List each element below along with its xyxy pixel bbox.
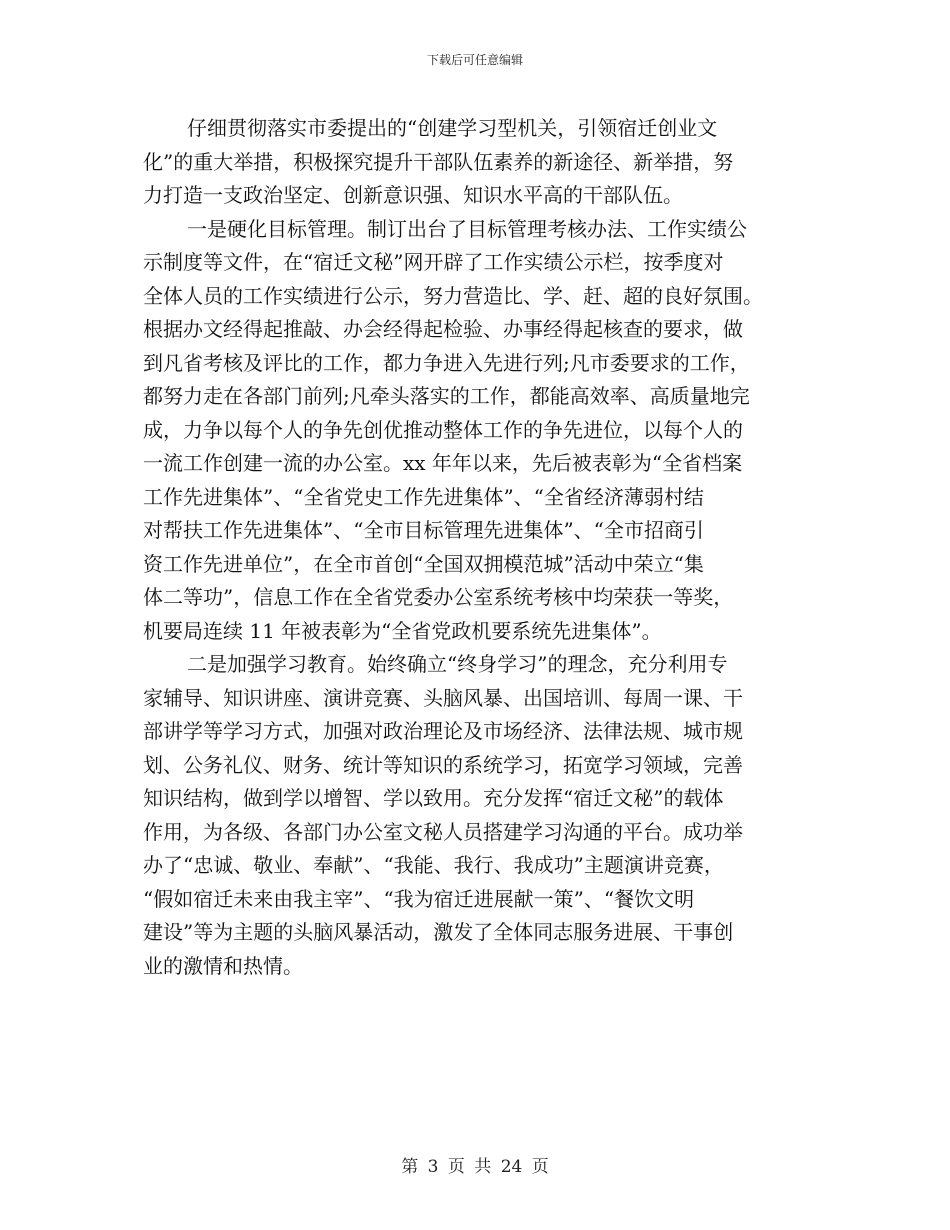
- paragraph-2-line-12: 体二等功”，信息工作在全省党委办公室系统考核中均荣获一等奖，: [143, 585, 734, 609]
- paragraph-2-line-11: 资工作先进单位”，在全市首创“全国双拥模范城”活动中荣立“集: [143, 551, 704, 576]
- paragraph-1-line-2: 化”的重大举措，积极探究提升干部队伍素养的新途径、新举措，努: [143, 149, 734, 174]
- paragraph-3-line-1: 二是加强学习教育。始终确立“终身学习”的理念，充分利用专: [187, 652, 728, 676]
- paragraph-3-line-2: 家辅导、知识讲座、演讲竞赛、头脑风暴、出国培训、每周一课、干: [143, 685, 743, 710]
- paragraph-1-line-1: 仔细贯彻落实市委提出的“创建学习型机关，引领宿迁创业文: [187, 116, 718, 140]
- paragraph-3-line-6: 作用，为各级、各部门办公室文秘人员搭建学习沟通的平台。成功举: [143, 819, 743, 844]
- paragraph-3-line-7: 办了“忠诚、敬业、奉献”、“我能、我行、我成功”主题演讲竞赛，: [143, 853, 724, 877]
- page-number-footer: 第 3 页 共 24 页: [401, 1157, 549, 1177]
- paragraph-3-line-10: 业的激情和热情。: [143, 953, 303, 978]
- paragraph-2-line-13: 机要局连续 11 年被表彰为“全省党政机要系统先进集体”。: [143, 618, 662, 643]
- paragraph-2-line-9: 工作先进集体”、“全省党史工作先进集体”、“全省经济薄弱村结: [143, 484, 704, 509]
- paragraph-3-line-8: “假如宿迁未来由我主宰”、“我为宿迁进展献一策”、“餐饮文明: [143, 886, 695, 911]
- paragraph-3-line-4: 划、公务礼仪、财务、统计等知识的系统学习，拓宽学习领域，完善: [143, 752, 743, 777]
- paragraph-2-line-4: 根据办文经得起推敲、办会经得起检验、办事经得起核查的要求，做: [143, 317, 743, 341]
- page-header: 下载后可任意编辑: [426, 53, 523, 67]
- paragraph-2-line-3: 全体人员的工作实绩进行公示，努力营造比、学、赶、超的良好氛围。: [143, 283, 763, 308]
- paragraph-1-line-3: 力打造一支政治坚定、创新意识强、知识水平高的干部队伍。: [143, 183, 683, 207]
- paragraph-3-line-5: 知识结构，做到学以增智、学以致用。充分发挥“宿迁文秘”的载体: [143, 786, 724, 810]
- document-body: [143, 112, 811, 983]
- paragraph-2-line-7: 成，力争以每个人的争先创优推动整体工作的争先进位，以每个人的: [143, 417, 743, 442]
- paragraph-2-line-2: 示制度等文件，在“宿迁文秘”网开辟了工作实绩公示栏，按季度对: [143, 250, 724, 274]
- paragraph-2-line-5: 到凡省考核及评比的工作，都力争进入先进行列;凡市委要求的工作，: [143, 350, 750, 375]
- paragraph-2-line-1: 一是硬化目标管理。制订出台了目标管理考核办法、工作实绩公: [187, 216, 747, 241]
- paragraph-3-line-9: 建设”等为主题的头脑风暴活动，激发了全体同志服务进展、干事创: [143, 920, 734, 944]
- paragraph-2-line-8: 一流工作创建一流的办公室。xx 年年以来，先后被表彰为“全省档案: [143, 451, 743, 475]
- paragraph-3-line-3: 部讲学等学习方式，加强对政治理论及市场经济、法律法规、城市规: [143, 719, 743, 743]
- paragraph-2-line-6: 都努力走在各部门前列;凡牵头落实的工作，都能高效率、高质量地完: [143, 384, 750, 408]
- paragraph-2-line-10: 对帮扶工作先进集体”、“全市目标管理先进集体”、“全市招商引: [143, 518, 704, 542]
